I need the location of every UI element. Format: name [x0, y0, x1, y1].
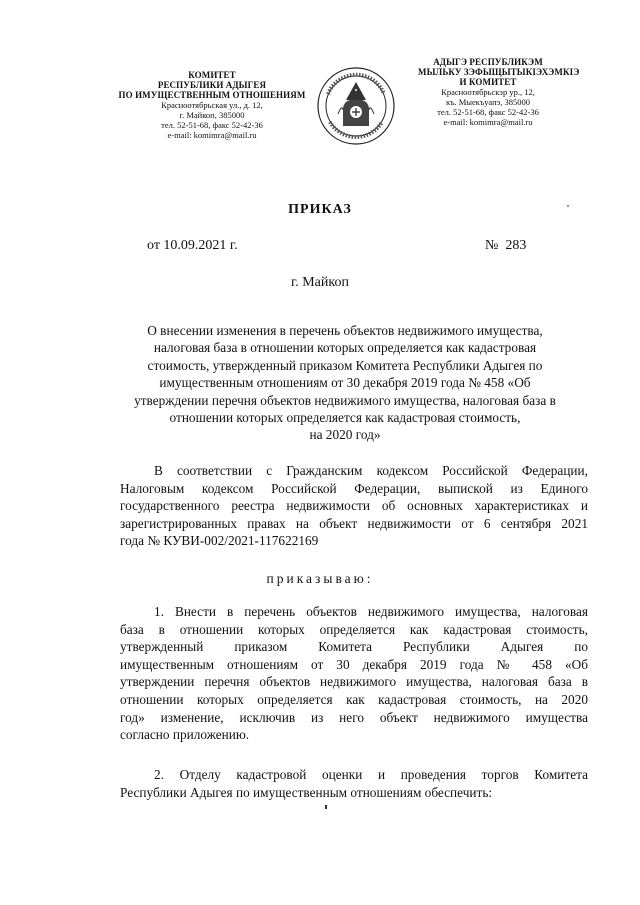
- coat-of-arms-icon: [316, 66, 396, 146]
- preamble-line: Налоговым кодексом Российской Федерации, выпиской из Единого: [120, 480, 588, 496]
- org-email-ady: e-mail: komimra@mail.ru: [443, 117, 533, 127]
- scan-mark: [325, 805, 327, 809]
- item-1-line: год» изменение, исключив из него объект недвижимого имущества: [120, 709, 588, 725]
- header-left-block: [112, 70, 312, 140]
- item-1-line: имущественным отношениям от 30 декабря 2019 года № 458 «Об: [120, 656, 588, 672]
- org-name-ady-line1: АДЫГЭ РЕСПУБЛИКЭМ: [433, 57, 543, 67]
- document-city: г. Майкоп: [291, 275, 349, 290]
- org-address-ady-line2: къ. Мыекъуапэ, 385000: [445, 97, 531, 107]
- item-1-line: отношении которых определяется как кадастровая стоимость, на 2020: [120, 691, 588, 707]
- org-name-line3: ПО ИМУЩЕСТВЕННЫМ ОТНОШЕНИЯМ: [118, 90, 306, 100]
- org-address-ady-line1: Красноотябрьскэр ур., 12,: [441, 87, 535, 97]
- header-right-block: [418, 57, 580, 127]
- org-phone-ady: тел. 52-51-68, факс 52-42-36: [437, 107, 539, 117]
- document-date: от 10.09.2021 г.: [147, 238, 238, 253]
- subject-line: стоимость, утвержденный приказом Комитета Республики Адыгея по: [147, 357, 543, 373]
- item-2-line: Республики Адыгея по имущественным отношениям обеспечить:: [120, 784, 493, 800]
- document-number: № 283: [485, 238, 527, 253]
- subject-line: отношении которых определяется как кадастровая стоимость,: [169, 410, 521, 426]
- org-phone: тел. 52-51-68, факс 52-42-36: [161, 120, 263, 130]
- item-1-line: утверждении перечня объектов недвижимого имущества, налоговая база в: [120, 674, 588, 690]
- item-2-line: 2. Отделу кадастровой оценки и проведения торгов Комитета: [154, 767, 588, 782]
- item-1-paragraph: [120, 603, 588, 744]
- preamble-line: года № КУВИ-002/2021-117622169: [120, 533, 319, 549]
- org-name-line2: РЕСПУБЛИКИ АДЫГЕЯ: [157, 80, 267, 90]
- document-subject: [110, 322, 580, 444]
- subject-line: налоговая база в отношении которых определяется как кадастровая: [153, 340, 537, 356]
- item-1-line: 1. Внести в перечень объектов недвижимого имущества, налоговая: [154, 604, 588, 619]
- org-name-line1: КОМИТЕТ: [188, 70, 236, 80]
- subject-line: имущественным отношениям от 30 декабря 2019 года № 458 «Об: [159, 375, 531, 391]
- preamble-paragraph: [120, 462, 588, 550]
- preamble-line: зарегистрированных правах на объект недвижимости от 6 сентября 2021: [120, 515, 588, 531]
- item-1-line: согласно приложению.: [120, 727, 250, 743]
- org-address-line2: г. Майкоп, 385000: [179, 110, 245, 120]
- org-name-ady-line3: И КОМИТЕТ: [459, 77, 517, 87]
- item-1-line: база в отношении которых определяется как кадастровая стоимость,: [120, 621, 588, 637]
- document-title: ПРИКАЗ: [288, 202, 352, 217]
- preamble-line: В соответствии с Гражданским кодексом Российской Федерации,: [154, 463, 588, 478]
- item-2-paragraph: [120, 766, 588, 801]
- subject-line: О внесении изменения в перечень объектов недвижимого имущества,: [147, 323, 543, 338]
- subject-line: на 2020 год»: [309, 427, 381, 443]
- org-email: e-mail: komimra@mail.ru: [167, 130, 257, 140]
- org-name-ady-line2: МЫЛЬКУ ЗЭФЫЩЫТЫКIЭХЭМКIЭ: [418, 67, 580, 77]
- item-1-line: утвержденный приказом Комитета Республики Адыгея по: [120, 639, 588, 655]
- subject-line: утверждении перечня объектов недвижимого имущества, налоговая база в: [134, 392, 556, 408]
- order-word: приказываю:: [266, 571, 374, 586]
- preamble-line: государственного реестра недвижимости об основных характеристиках и: [120, 498, 588, 514]
- org-address-line1: Красноотябрьская ул., д. 12,: [161, 100, 263, 110]
